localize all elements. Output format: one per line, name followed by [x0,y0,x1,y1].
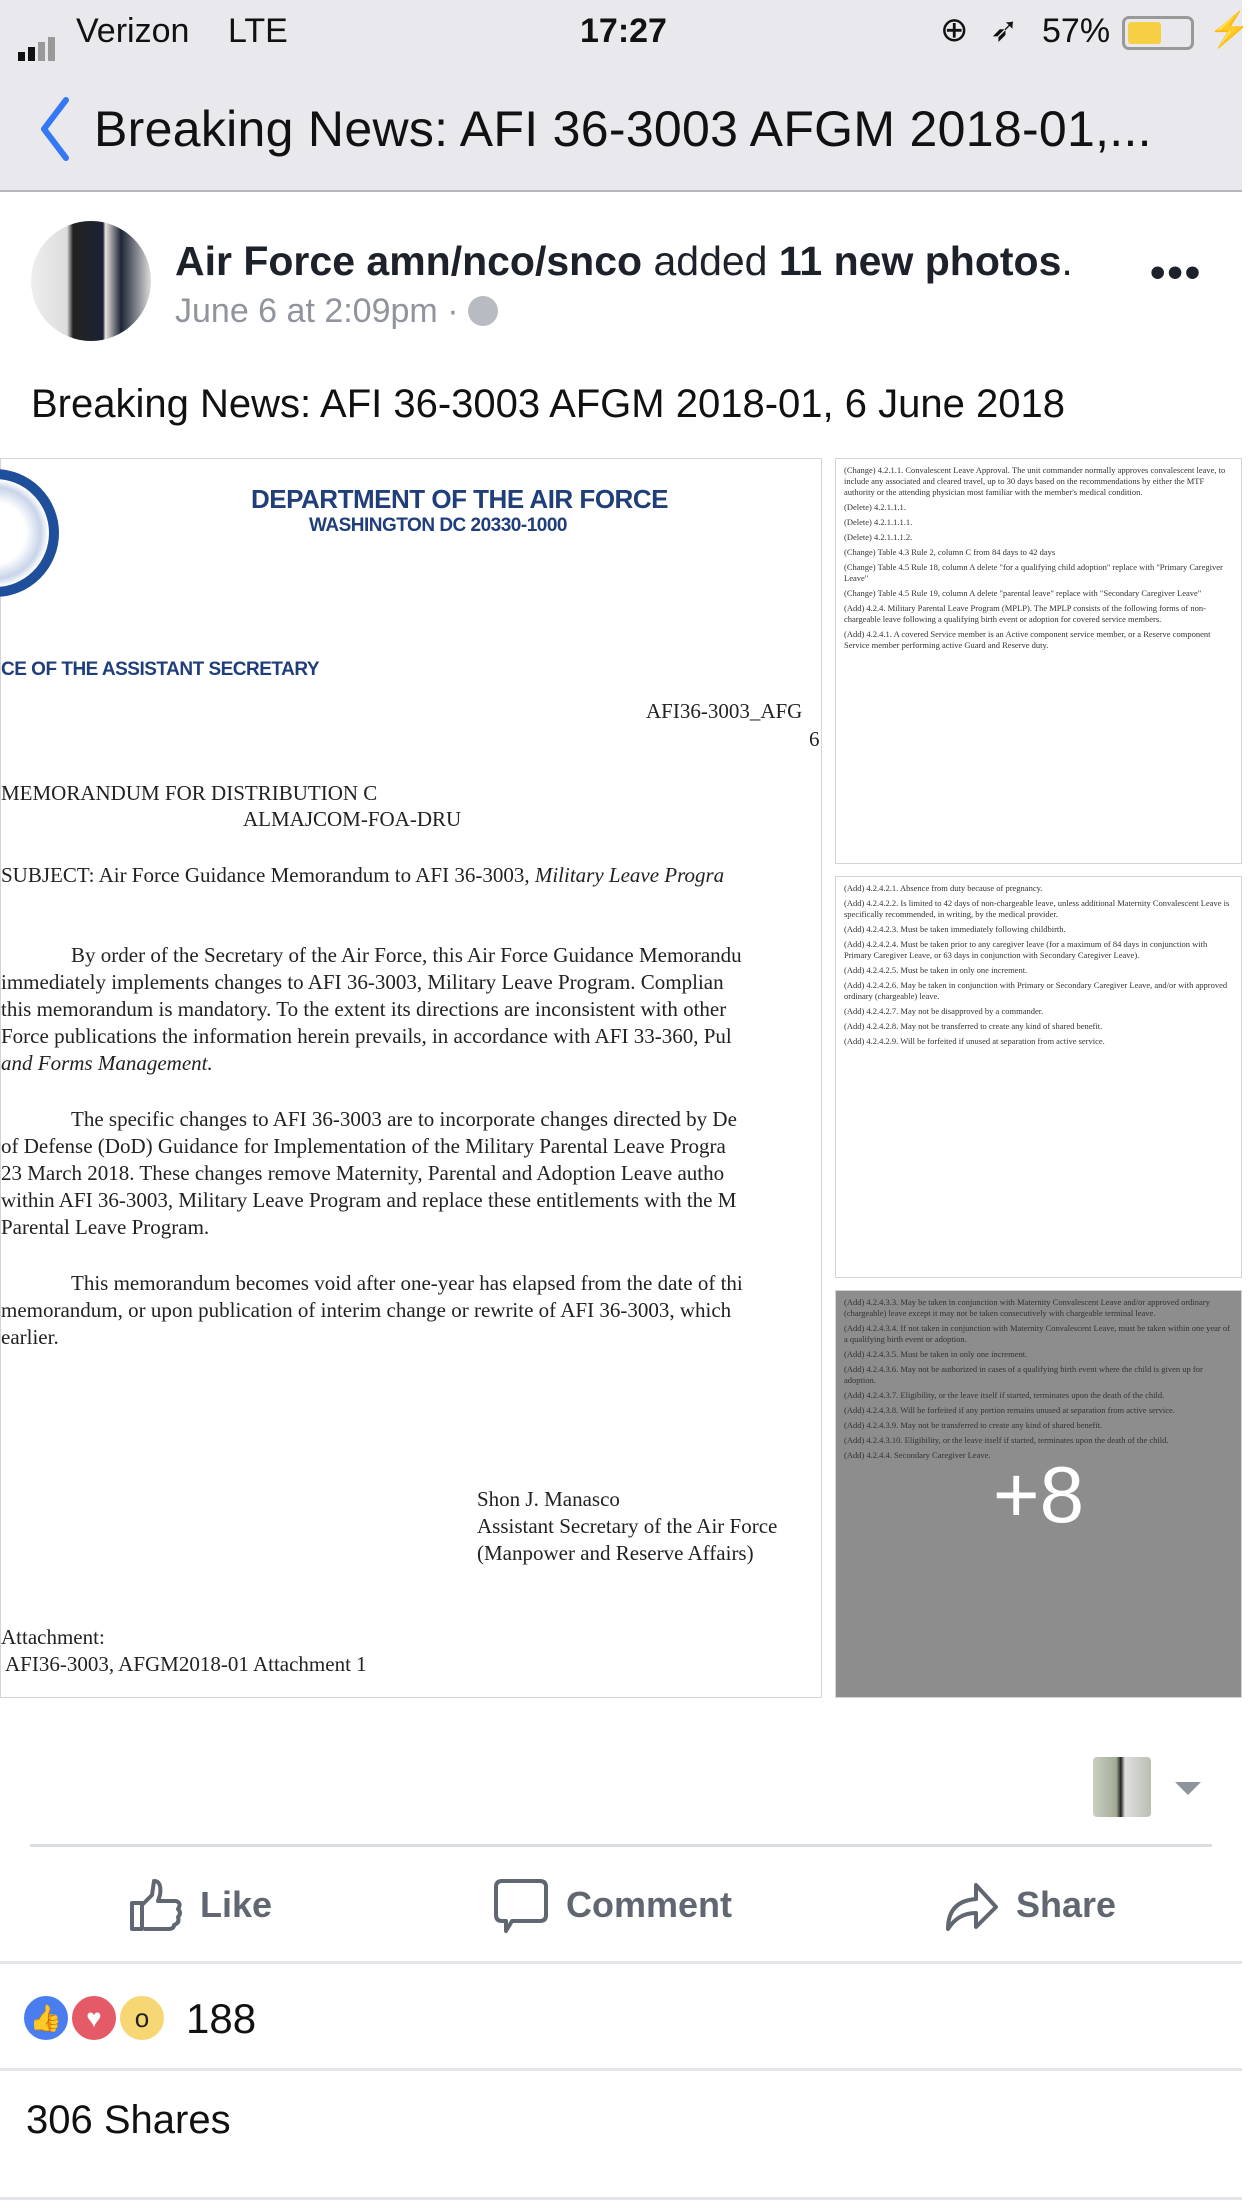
comment-button[interactable] [494,1870,732,1940]
action-text: added [653,238,768,284]
tile-text: (Add) 4.2.4.2.6. May be taken in conjunction with Primary or Secondary Caregiver Leave, and/or with approved ordinary (chargeable) leave. [844,980,1228,1001]
battery-icon [1122,16,1194,50]
action-suffix: . [1061,238,1073,284]
more-photos-count: +8 [992,1449,1085,1539]
tile-text: (Change) Table 4.5 Rule 18, column A delete "for a qualifying child adoption" replace with "Primary Caregiver Leave" [844,562,1223,583]
share-button[interactable] [944,1870,1116,1940]
tile-text: (Add) 4.2.4.1. A covered Service member is an Active component service member, or a Reserve component Service member performing active Guard and Reserve duty. [844,629,1211,650]
tile-text: (Add) 4.2.4.3.3. May be taken in conjunction with Maternity Convalescent Leave and/or approved ordinary (chargeable) leave except it may not be taken consecutively with chargeable terminal leave. [844,1297,1210,1318]
tile-text: (Add) 4.2.4.2.1. Absence from duty because of pregnancy. [844,883,1043,893]
memo-line: this memorandum is mandatory. To the extent its directions are inconsistent with other [1,997,727,1021]
memo-attachment: AFI36-3003, AFGM2018-01 Attachment 1 [5,1652,367,1676]
photo-tile-2[interactable] [835,458,1242,864]
more-options-button[interactable]: ••• [1150,248,1203,297]
status-bar [0,0,1250,70]
memo-dept: DEPARTMENT OF THE AIR FORCE [251,484,668,514]
signal-icon [18,22,58,46]
tile-text: (Add) 4.2.4.2.9. Will be forfeited if unused at separation from active service. [844,1036,1105,1046]
memo-line: immediately implements changes to AFI 36-3003, Military Leave Program. Complian [1,970,724,994]
tile-text: (Add) 4.2.4.3.10. Eligibility, or the leave itself if started, terminates upon the death of the child. [844,1435,1169,1445]
tile-text: (Delete) 4.2.1.1.1. [844,502,906,512]
share-label: Share [1016,1884,1117,1925]
memo-for-2: ALMAJCOM-FOA-DRU [243,807,462,831]
page-avatar[interactable] [31,221,151,341]
memo-attachment-label: Attachment: [1,1625,105,1649]
memo-line: Parental Leave Program. [1,1215,210,1239]
caret-down-icon[interactable] [1175,1782,1201,1795]
memo-line: The specific changes to AFI 36-3003 are to incorporate changes directed by De [71,1107,737,1131]
photo-tile-3[interactable] [835,876,1242,1278]
memo-line: 23 March 2018. These changes remove Maternity, Parental and Adoption Leave autho [1,1161,725,1185]
battery-percent: 57% [1042,12,1111,50]
memo-line: within AFI 36-3003, Military Leave Program and replace these entitlements with the M [1,1188,737,1212]
carrier: Verizon [76,12,190,50]
reaction-count[interactable]: 188 [186,1995,257,2042]
memo-line: of Defense (DoD) Guidance for Implementation of the Military Parental Leave Progra [1,1134,726,1158]
like-reaction-icon: 👍 [22,1994,70,2042]
share-arrow-icon [944,1877,1000,1933]
tile-text: (Add) 4.2.4.3.9. May not be transferred to create any kind of shared benefit. [844,1420,1103,1430]
separator: · [447,292,459,330]
divider [0,2068,1242,2071]
like-button[interactable] [128,1870,272,1940]
tile-text: (Add) 4.2.4.3.6. May not be authorized in cases of a qualifying birth event where the child is given up for adoption. [844,1364,1203,1385]
like-label: Like [200,1884,273,1925]
memo-ref-date: 6 [809,727,820,751]
network-type: LTE [228,12,288,50]
tile-text: (Delete) 4.2.1.1.1.1. [844,517,913,527]
memo-for: MEMORANDUM FOR DISTRIBUTION C [1,781,378,805]
memo-line: and Forms Management. [1,1051,213,1075]
tile-text: (Change) 4.2.1.1. Convalescent Leave Approval. The unit commander normally approves convalescent leave, to include any associated and cleared travel, up to 30 days based on the recommendations by either the MTF authority or the attending physician most familiar with the member's medical condition. [844,465,1226,497]
author-link[interactable]: Air Force amn/nco/snco [175,238,643,284]
tile-text: (Change) Table 4.3 Rule 2, column C from 84 days to 42 days [844,547,1056,557]
globe-icon [468,296,498,326]
comment-icon [494,1877,550,1933]
memo-office: CE OF THE ASSISTANT SECRETARY [1,659,320,680]
rotation-lock-icon: ⊕ [940,11,969,49]
memo-signer-title-2: (Manpower and Reserve Affairs) [477,1541,754,1565]
divider [0,2197,1242,2200]
dod-seal-icon [0,469,59,597]
tile-text: (Add) 4.2.4.2.8. May not be transferred to create any kind of shared benefit. [844,1021,1103,1031]
viewer-avatar[interactable] [1093,1757,1151,1817]
shares-count[interactable]: 306 Shares [26,2098,231,2142]
memo-line: By order of the Secretary of the Air Force, this Air Force Guidance Memorandu [71,943,742,967]
divider [30,1844,1212,1847]
photo-memo-page-1[interactable] [0,458,822,1698]
location-icon: ➶ [990,11,1019,49]
memo-ref: AFI36-3003_AFG [646,699,803,723]
memo-line: earlier. [1,1325,59,1349]
tile-text: (Add) 4.2.4.4. Secondary Caregiver Leave. [844,1450,991,1460]
tile-text: (Add) 4.2.4.2.2. Is limited to 42 days of non-chargeable leave, unless additional Maternity Convalescent Leave is specifically recommended, in writing, by the medical provider. [844,898,1230,919]
tile-text: (Add) 4.2.4.2.4. Must be taken prior to any caregiver leave (for a maximum of 84 days in conjunction with Primary Caregiver Leave, or 63 days in conjunction with Secondary Caregiver Leave). [844,939,1208,960]
memo-address: WASHINGTON DC 20330-1000 [309,515,567,536]
tile-text: (Add) 4.2.4.3.8. Will be forfeited if any portion remains unused at separation from active service. [844,1405,1175,1415]
memo-line: This memorandum becomes void after one-year has elapsed from the date of thi [71,1271,743,1295]
photos-link[interactable]: 11 new photos [778,238,1062,284]
post-meta [175,292,498,331]
memo-signer: Shon J. Manasco [477,1487,620,1511]
nav-title: Breaking News: AFI 36-3003 AFGM 2018-01,... [94,101,1152,157]
tile-text: (Add) 4.2.4.2.7. May not be disapproved by a commander. [844,1006,1044,1016]
memo-signer-title: Assistant Secretary of the Air Force [477,1514,778,1538]
post-header [175,238,1073,285]
charging-icon: ⚡ [1208,11,1250,49]
memo-line: memorandum, or upon publication of interim change or rewrite of AFI 36-3003, which [1,1298,732,1322]
wow-reaction-icon: o [118,1994,166,2042]
nav-bar [0,70,1242,192]
photo-tile-more[interactable] [835,1290,1242,1698]
thumbs-up-icon [128,1877,184,1933]
clock: 17:27 [580,12,667,50]
memo-line: Force publications the information herein prevails, in accordance with AFI 33-360, Pul [1,1024,732,1048]
tile-text: (Add) 4.2.4. Military Parental Leave Program (MPLP). The MPLP consists of the following forms of non-chargeable leave following a qualifying birth event or adoption for covered service members. [844,603,1206,624]
timestamp[interactable]: June 6 at 2:09pm [175,292,438,330]
tile-text: (Add) 4.2.4.3.4. If not taken in conjunction with Maternity Convalescent Leave, must be taken within one year of a qualifying birth event or adoption. [844,1323,1230,1344]
tile-text: (Add) 4.2.4.3.7. Eligibility, or the leave itself if started, terminates upon the death of the child. [844,1390,1165,1400]
comment-label: Comment [566,1884,733,1925]
tile-text: (Add) 4.2.4.2.5. Must be taken in only one increment. [844,965,1028,975]
memo-subject: SUBJECT: Air Force Guidance Memorandum to AFI 36-3003, [1,863,530,887]
tile-text: (Change) Table 4.5 Rule 19, column A delete "parental leave" replace with "Secondary Caregiver Leave" [844,588,1202,598]
memo-subject-italic: Military Leave Progra [534,863,725,887]
divider [0,1961,1242,1964]
tile-text: (Delete) 4.2.1.1.1.2. [844,532,913,542]
tile-text: (Add) 4.2.4.3.5. Must be taken in only one increment. [844,1349,1028,1359]
back-chevron-icon[interactable] [36,94,76,164]
post-text: Breaking News: AFI 36-3003 AFGM 2018-01, 6 June 2018 [31,382,1065,426]
love-reaction-icon: ♥ [70,1994,118,2042]
tile-text: (Add) 4.2.4.2.3. Must be taken immediately following childbirth. [844,924,1066,934]
